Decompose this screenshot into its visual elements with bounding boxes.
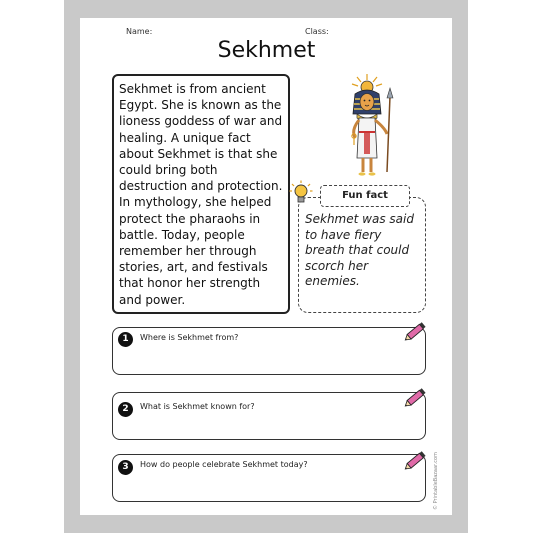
pencil-icon <box>403 320 429 342</box>
pencil-icon <box>403 386 429 408</box>
page-title: Sekhmet <box>217 38 316 63</box>
watermark <box>433 440 443 510</box>
question-2-answer-box[interactable] <box>112 392 426 440</box>
question-3-text: How do people celebrate Sekhmet today? <box>140 460 308 469</box>
watermark-text: © PrintableBazaar.com <box>433 452 439 510</box>
reading-passage: Sekhmet is from ancient Egypt. She is known as the lioness goddess of war and healing. A unique fact about Sekhmet is that she could bring both destruction and protection. In mythology, she helped protect the pharaohs in battle. Today, people remember her through stories, art, and festivals that honor her strength and power. <box>112 74 290 314</box>
question-1-number: 1 <box>118 332 133 347</box>
lightbulb-icon <box>289 180 313 206</box>
sekhmet-illustration <box>335 72 405 180</box>
pencil-icon <box>403 449 429 471</box>
class-label: Class: <box>305 27 329 36</box>
question-2-number: 2 <box>118 402 133 417</box>
fun-fact-text: Sekhmet was said to have fiery breath that could scorch her enemies. <box>305 212 414 288</box>
question-2-text: What is Sekhmet known for? <box>140 402 255 411</box>
fun-fact-label: Fun fact <box>320 185 410 207</box>
question-1-text: Where is Sekhmet from? <box>140 333 239 342</box>
question-3-number: 3 <box>118 460 133 475</box>
name-label: Name: <box>126 27 153 36</box>
